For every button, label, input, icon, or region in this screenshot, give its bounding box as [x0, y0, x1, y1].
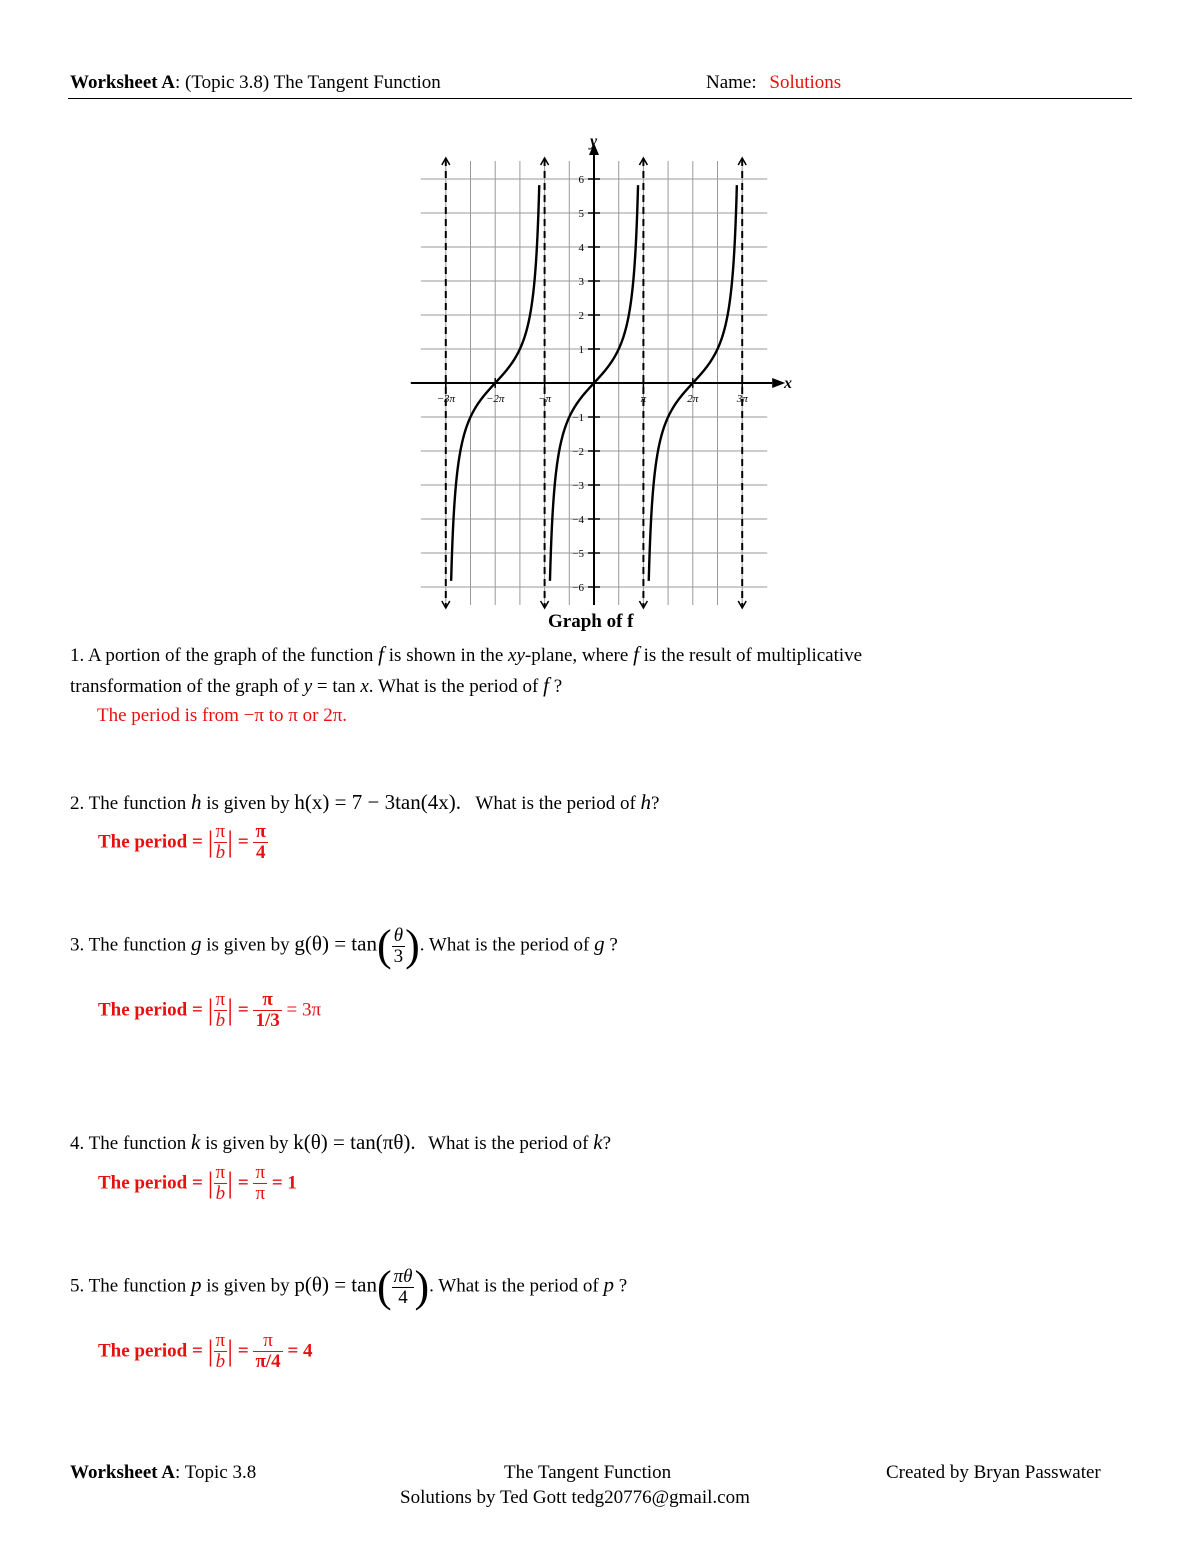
q4-pi: π — [215, 1162, 226, 1183]
footer-topic: : Topic 3.8 — [175, 1462, 257, 1483]
q1-answer-text: The period is from −π to π or 2π. — [97, 705, 348, 726]
footer-solutions — [400, 1487, 750, 1509]
q2-den: 4 — [255, 841, 266, 863]
q2-h-2: h — [640, 790, 652, 814]
q2-text-2: is given by — [201, 793, 295, 814]
q4-function: k(θ) = tan(πθ). — [293, 1130, 416, 1154]
x-tick-label: π — [640, 393, 647, 405]
q4-k: k — [191, 1130, 201, 1154]
q5-function: p(θ) = tan — [294, 1272, 377, 1297]
pitheta-over-4 — [392, 1267, 415, 1308]
q1-f-3: f — [543, 673, 549, 697]
q3-text-2: is given by — [201, 934, 295, 956]
paren-right: ) — [405, 921, 420, 970]
theta-over-3 — [392, 926, 406, 967]
name-value: Solutions — [769, 72, 842, 93]
question-2 — [70, 790, 659, 815]
q4-qmark: ? — [602, 1133, 612, 1154]
x-tick-label: 3π — [736, 393, 748, 405]
q4-eq: = — [237, 1172, 249, 1194]
q3-den: 1/3 — [255, 1009, 280, 1031]
y-tick-label: −4 — [572, 514, 584, 526]
footer-title — [504, 1462, 671, 1484]
q3-num: π — [253, 990, 281, 1011]
header-title — [70, 72, 441, 94]
header-rule — [68, 98, 1132, 99]
q1-x: x — [360, 676, 369, 697]
q3-answer-label: The period = — [98, 999, 203, 1021]
q4-k-2: k — [593, 1130, 603, 1154]
abs-bar-right: | — [227, 1166, 234, 1200]
q2-b: b — [215, 841, 226, 863]
pi-over-b — [214, 990, 228, 1031]
graph-caption-text: Graph of f — [548, 611, 634, 632]
abs-bar-right: | — [227, 825, 234, 859]
q4-num: π — [255, 1162, 266, 1183]
q2-answer-label: The period = — [98, 831, 203, 853]
q5-fraction — [253, 1331, 282, 1372]
q3-text-3: . What is the period of — [419, 934, 595, 956]
footer-author — [886, 1462, 1101, 1484]
q5-eq: = — [237, 1340, 249, 1362]
y-tick-label: −2 — [572, 446, 584, 458]
footer-solutions-text: Solutions by Ted Gott tedg20776@gmail.com — [400, 1487, 750, 1508]
question-1-answer — [97, 705, 347, 727]
q2-function: h(x) = 7 − 3tan(4x). — [294, 790, 461, 814]
q4-answer-label: The period = — [98, 1172, 203, 1194]
q3-eq: = — [237, 999, 249, 1021]
q4-result: = 1 — [271, 1172, 297, 1194]
q1-qmark: ? — [548, 676, 563, 697]
pi-over-b — [214, 1163, 228, 1204]
q5-pitheta: πθ — [393, 1265, 413, 1287]
question-3 — [70, 921, 618, 970]
q5-text-2: is given by — [201, 1275, 295, 1297]
q5-num: π — [253, 1331, 282, 1352]
q3-three: 3 — [393, 945, 404, 967]
q1-text-4: is the result of multiplicative — [638, 645, 863, 666]
q5-qmark: ? — [613, 1275, 628, 1297]
question-5 — [70, 1262, 628, 1311]
y-tick-label: 6 — [578, 174, 584, 186]
name-field — [706, 72, 841, 94]
footer-worksheet — [70, 1462, 256, 1484]
paren-right: ) — [414, 1262, 430, 1311]
q4-text: 4. The function — [70, 1133, 192, 1154]
q3-qmark: ? — [604, 934, 618, 956]
y-tick-label: −3 — [572, 480, 584, 492]
q1-f: f — [378, 642, 385, 666]
q5-result: = 4 — [287, 1340, 313, 1362]
y-axis-label: y — [590, 133, 598, 150]
q4-den: π — [255, 1182, 266, 1204]
name-label: Name: — [706, 72, 757, 93]
abs-bar-left: | — [207, 1334, 214, 1368]
q3-pi: π — [215, 989, 226, 1010]
q1-eq: = tan — [312, 676, 361, 697]
q2-text: 2. The function — [70, 793, 192, 814]
q5-p: p — [191, 1272, 202, 1297]
y-tick-label: −1 — [572, 412, 584, 424]
abs-bar-right: | — [227, 1334, 234, 1368]
q2-fraction — [253, 822, 267, 863]
q1-text-6: . What is the period of — [368, 676, 544, 697]
q5-four: 4 — [398, 1286, 408, 1308]
q4-text-2: is given by — [200, 1133, 294, 1154]
question-3-answer — [98, 990, 321, 1031]
graph-axes — [411, 143, 785, 605]
q3-fraction — [253, 990, 281, 1031]
abs-bar-left: | — [207, 1166, 214, 1200]
y-tick-label: −5 — [572, 548, 584, 560]
pi-over-b — [214, 1331, 228, 1372]
q5-pi: π — [215, 1330, 226, 1351]
q5-answer-label: The period = — [98, 1340, 203, 1362]
q5-text-3: . What is the period of — [429, 1275, 604, 1297]
abs-bar-left: | — [207, 993, 214, 1027]
abs-bar-left: | — [207, 825, 214, 859]
graph-caption — [548, 611, 634, 633]
y-tick-label: 1 — [578, 344, 584, 356]
footer-author-text: Created by Bryan Passwater — [886, 1462, 1101, 1483]
q1-text-5: transformation of the graph of — [70, 676, 304, 697]
q1-f-2: f — [633, 642, 639, 666]
q1-text: 1. A portion of the graph of the function — [70, 645, 379, 666]
question-1-line-1 — [70, 642, 862, 667]
question-5-answer — [98, 1331, 313, 1372]
q4-text-3: What is the period of — [423, 1133, 594, 1154]
q3-g: g — [191, 931, 202, 956]
y-tick-label: 2 — [578, 310, 584, 322]
question-4 — [70, 1130, 611, 1155]
worksheet-label: Worksheet A — [70, 72, 176, 93]
paren-left: ( — [376, 921, 392, 970]
q2-pi: π — [215, 821, 226, 842]
y-tick-label: 5 — [578, 208, 584, 220]
q2-qmark: ? — [651, 793, 660, 814]
tangent-graph — [400, 128, 800, 638]
question-4-answer — [98, 1163, 297, 1204]
paren-left: ( — [376, 1262, 392, 1311]
q3-result: = 3π — [286, 999, 322, 1021]
header-topic: : (Topic 3.8) The Tangent Function — [175, 72, 441, 93]
q2-text-3: What is the period of — [470, 793, 641, 814]
question-1-line-2 — [70, 673, 562, 698]
q5-p-2: p — [603, 1272, 614, 1297]
x-tick-label: 2π — [687, 393, 699, 405]
q2-num: π — [255, 821, 266, 842]
y-tick-label: 3 — [578, 276, 584, 288]
q4-fraction — [253, 1163, 267, 1204]
q1-y: y — [303, 676, 313, 697]
q3-theta: θ — [392, 926, 406, 947]
q3-function: g(θ) = tan — [294, 931, 377, 956]
pi-over-b — [214, 822, 228, 863]
q5-text: 5. The function — [70, 1275, 192, 1297]
question-2-answer — [98, 822, 268, 863]
y-tick-label: 4 — [578, 242, 584, 254]
q2-h: h — [191, 790, 202, 814]
x-tick-label: −3π — [436, 393, 456, 405]
x-tick-label: −2π — [485, 393, 505, 405]
x-tick-label: −π — [538, 393, 552, 405]
x-axis-label: x — [784, 375, 792, 392]
q4-b: b — [215, 1182, 226, 1204]
y-tick-label: −6 — [572, 582, 584, 594]
q3-text: 3. The function — [70, 934, 192, 956]
footer-title-text: The Tangent Function — [504, 1462, 672, 1483]
abs-bar-right: | — [227, 993, 234, 1027]
q3-g-2: g — [594, 931, 605, 956]
q3-b: b — [215, 1009, 226, 1031]
q1-xy: xy — [508, 645, 525, 666]
footer-worksheet-label: Worksheet A — [70, 1462, 176, 1483]
q1-text-3: -plane, where — [524, 645, 634, 666]
q5-b: b — [215, 1350, 226, 1372]
q2-eq: = — [237, 831, 249, 853]
q5-den: π/4 — [255, 1350, 281, 1372]
q1-text-2: is shown in the — [384, 645, 509, 666]
